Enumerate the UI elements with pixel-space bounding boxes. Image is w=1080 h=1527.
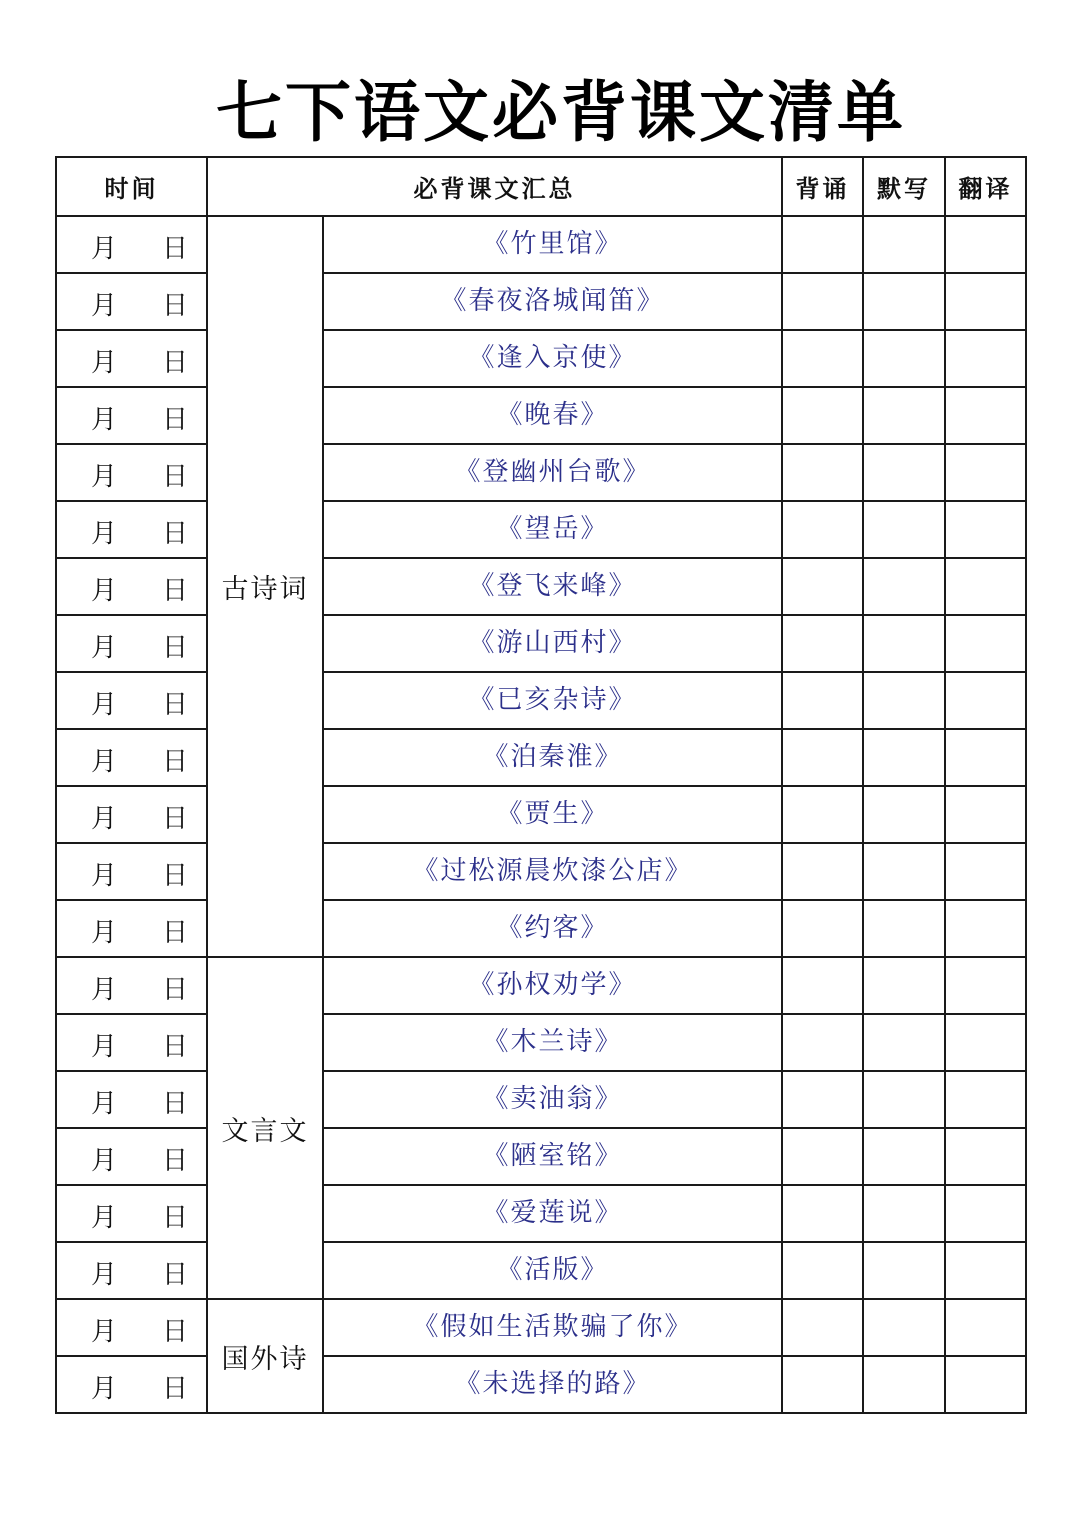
translate-checkbox-cell[interactable] bbox=[945, 558, 1026, 615]
month-label: 月 bbox=[91, 348, 118, 378]
date-cell bbox=[56, 729, 207, 786]
date-cell bbox=[56, 216, 207, 273]
text-title: 《竹里馆》 bbox=[323, 216, 782, 273]
month-label: 月 bbox=[91, 1260, 118, 1290]
dictation-checkbox-cell[interactable] bbox=[863, 1014, 945, 1071]
day-label: 日 bbox=[161, 576, 188, 606]
recite-checkbox-cell[interactable] bbox=[782, 387, 863, 444]
translate-checkbox-cell[interactable] bbox=[945, 1299, 1026, 1356]
translate-checkbox-cell[interactable] bbox=[945, 786, 1026, 843]
text-title: 《未选择的路》 bbox=[323, 1356, 782, 1413]
month-label: 月 bbox=[91, 1203, 118, 1233]
header-row bbox=[56, 157, 1026, 216]
text-title: 《木兰诗》 bbox=[323, 1014, 782, 1071]
dictation-checkbox-cell[interactable] bbox=[863, 501, 945, 558]
date-cell bbox=[56, 1299, 207, 1356]
day-label: 日 bbox=[161, 1146, 188, 1176]
recite-checkbox-cell[interactable] bbox=[782, 444, 863, 501]
date-cell bbox=[56, 615, 207, 672]
day-label: 日 bbox=[161, 1374, 188, 1404]
month-label: 月 bbox=[91, 1146, 118, 1176]
dictation-checkbox-cell[interactable] bbox=[863, 1242, 945, 1299]
day-label: 日 bbox=[161, 348, 188, 378]
date-cell bbox=[56, 558, 207, 615]
translate-checkbox-cell[interactable] bbox=[945, 273, 1026, 330]
month-label: 月 bbox=[91, 234, 118, 264]
translate-checkbox-cell[interactable] bbox=[945, 1128, 1026, 1185]
translate-checkbox-cell[interactable] bbox=[945, 957, 1026, 1014]
table-row bbox=[56, 1242, 1026, 1299]
recite-checkbox-cell[interactable] bbox=[782, 957, 863, 1014]
date-cell bbox=[56, 843, 207, 900]
day-label: 日 bbox=[161, 747, 188, 777]
date-cell bbox=[56, 1356, 207, 1413]
dictation-checkbox-cell[interactable] bbox=[863, 216, 945, 273]
recite-checkbox-cell[interactable] bbox=[782, 216, 863, 273]
date-cell bbox=[56, 330, 207, 387]
month-label: 月 bbox=[91, 633, 118, 663]
text-title: 《逢入京使》 bbox=[323, 330, 782, 387]
month-label: 月 bbox=[91, 804, 118, 834]
table-row bbox=[56, 1014, 1026, 1071]
recite-checkbox-cell[interactable] bbox=[782, 1242, 863, 1299]
recite-checkbox-cell[interactable] bbox=[782, 1128, 863, 1185]
table-row bbox=[56, 957, 1026, 1014]
translate-checkbox-cell[interactable] bbox=[945, 672, 1026, 729]
day-label: 日 bbox=[161, 462, 188, 492]
table-row bbox=[56, 387, 1026, 444]
recite-checkbox-cell[interactable] bbox=[782, 615, 863, 672]
day-label: 日 bbox=[161, 291, 188, 321]
month-label: 月 bbox=[91, 747, 118, 777]
table-row bbox=[56, 729, 1026, 786]
table-row bbox=[56, 1185, 1026, 1242]
text-title: 《登飞来峰》 bbox=[323, 558, 782, 615]
dictation-checkbox-cell[interactable] bbox=[863, 1128, 945, 1185]
table-row bbox=[56, 1356, 1026, 1413]
translate-checkbox-cell[interactable] bbox=[945, 501, 1026, 558]
text-title: 《已亥杂诗》 bbox=[323, 672, 782, 729]
table-row bbox=[56, 672, 1026, 729]
recite-checkbox-cell[interactable] bbox=[782, 1071, 863, 1128]
date-cell bbox=[56, 957, 207, 1014]
text-title: 《贾生》 bbox=[323, 786, 782, 843]
translate-checkbox-cell[interactable] bbox=[945, 1242, 1026, 1299]
dictation-checkbox-cell[interactable] bbox=[863, 330, 945, 387]
table-row bbox=[56, 1128, 1026, 1185]
day-label: 日 bbox=[161, 975, 188, 1005]
month-label: 月 bbox=[91, 576, 118, 606]
recite-checkbox-cell[interactable] bbox=[782, 900, 863, 957]
recite-checkbox-cell[interactable] bbox=[782, 330, 863, 387]
dictation-checkbox-cell[interactable] bbox=[863, 387, 945, 444]
translate-checkbox-cell[interactable] bbox=[945, 444, 1026, 501]
translate-checkbox-cell[interactable] bbox=[945, 615, 1026, 672]
month-label: 月 bbox=[91, 462, 118, 492]
dictation-checkbox-cell[interactable] bbox=[863, 615, 945, 672]
dictation-checkbox-cell[interactable] bbox=[863, 273, 945, 330]
month-label: 月 bbox=[91, 1374, 118, 1404]
dictation-checkbox-cell[interactable] bbox=[863, 1185, 945, 1242]
date-cell bbox=[56, 1014, 207, 1071]
dictation-checkbox-cell[interactable] bbox=[863, 900, 945, 957]
text-title: 《泊秦淮》 bbox=[323, 729, 782, 786]
dictation-checkbox-cell[interactable] bbox=[863, 558, 945, 615]
recite-checkbox-cell[interactable] bbox=[782, 843, 863, 900]
text-title: 《游山西村》 bbox=[323, 615, 782, 672]
table-row bbox=[56, 786, 1026, 843]
translate-checkbox-cell[interactable] bbox=[945, 387, 1026, 444]
table-row bbox=[56, 615, 1026, 672]
dictation-checkbox-cell[interactable] bbox=[863, 729, 945, 786]
day-label: 日 bbox=[161, 918, 188, 948]
translate-checkbox-cell[interactable] bbox=[945, 1014, 1026, 1071]
month-label: 月 bbox=[91, 405, 118, 435]
date-cell bbox=[56, 786, 207, 843]
category-poetry: 古诗词 bbox=[207, 216, 323, 957]
translate-checkbox-cell[interactable] bbox=[945, 330, 1026, 387]
text-title: 《过松源晨炊漆公店》 bbox=[323, 843, 782, 900]
translate-checkbox-cell[interactable] bbox=[945, 900, 1026, 957]
text-title: 《卖油翁》 bbox=[323, 1071, 782, 1128]
month-label: 月 bbox=[91, 291, 118, 321]
translate-checkbox-cell[interactable] bbox=[945, 843, 1026, 900]
recite-checkbox-cell[interactable] bbox=[782, 1356, 863, 1413]
text-title: 《假如生活欺骗了你》 bbox=[323, 1299, 782, 1356]
day-label: 日 bbox=[161, 861, 188, 891]
dictation-checkbox-cell[interactable] bbox=[863, 957, 945, 1014]
date-cell bbox=[56, 900, 207, 957]
date-cell bbox=[56, 501, 207, 558]
recitation-checklist-table bbox=[55, 156, 1027, 1414]
dictation-checkbox-cell[interactable] bbox=[863, 843, 945, 900]
month-label: 月 bbox=[91, 975, 118, 1005]
table-row bbox=[56, 843, 1026, 900]
dictation-checkbox-cell[interactable] bbox=[863, 672, 945, 729]
header-dictation: 默写 bbox=[863, 157, 945, 216]
recite-checkbox-cell[interactable] bbox=[782, 672, 863, 729]
header-summary: 必背课文汇总 bbox=[207, 157, 782, 216]
text-title: 《登幽州台歌》 bbox=[323, 444, 782, 501]
date-cell bbox=[56, 1128, 207, 1185]
recite-checkbox-cell[interactable] bbox=[782, 1185, 863, 1242]
dictation-checkbox-cell[interactable] bbox=[863, 444, 945, 501]
translate-checkbox-cell[interactable] bbox=[945, 216, 1026, 273]
translate-checkbox-cell[interactable] bbox=[945, 729, 1026, 786]
translate-checkbox-cell[interactable] bbox=[945, 1071, 1026, 1128]
day-label: 日 bbox=[161, 804, 188, 834]
date-cell bbox=[56, 1071, 207, 1128]
table-row bbox=[56, 1299, 1026, 1356]
table-row bbox=[56, 900, 1026, 957]
dictation-checkbox-cell[interactable] bbox=[863, 786, 945, 843]
text-title: 《陋室铭》 bbox=[323, 1128, 782, 1185]
header-recite: 背诵 bbox=[782, 157, 863, 216]
translate-checkbox-cell[interactable] bbox=[945, 1185, 1026, 1242]
table-row bbox=[56, 216, 1026, 273]
date-cell bbox=[56, 1185, 207, 1242]
category-foreign: 国外诗 bbox=[207, 1299, 323, 1413]
text-title: 《活版》 bbox=[323, 1242, 782, 1299]
month-label: 月 bbox=[91, 1317, 118, 1347]
month-label: 月 bbox=[91, 1089, 118, 1119]
day-label: 日 bbox=[161, 1032, 188, 1062]
text-title: 《孙权劝学》 bbox=[323, 957, 782, 1014]
recite-checkbox-cell[interactable] bbox=[782, 729, 863, 786]
recite-checkbox-cell[interactable] bbox=[782, 273, 863, 330]
recite-checkbox-cell[interactable] bbox=[782, 786, 863, 843]
date-cell bbox=[56, 387, 207, 444]
month-label: 月 bbox=[91, 690, 118, 720]
month-label: 月 bbox=[91, 519, 118, 549]
date-cell bbox=[56, 672, 207, 729]
translate-checkbox-cell[interactable] bbox=[945, 1356, 1026, 1413]
table-body bbox=[56, 216, 1026, 1413]
page-title: 七下语文必背课文清单 bbox=[216, 74, 906, 151]
day-label: 日 bbox=[161, 1317, 188, 1347]
text-title: 《爱莲说》 bbox=[323, 1185, 782, 1242]
month-label: 月 bbox=[91, 1032, 118, 1062]
dictation-checkbox-cell[interactable] bbox=[863, 1356, 945, 1413]
table-row bbox=[56, 501, 1026, 558]
day-label: 日 bbox=[161, 1089, 188, 1119]
recite-checkbox-cell[interactable] bbox=[782, 1014, 863, 1071]
table-row bbox=[56, 330, 1026, 387]
text-title: 《晚春》 bbox=[323, 387, 782, 444]
day-label: 日 bbox=[161, 633, 188, 663]
month-label: 月 bbox=[91, 861, 118, 891]
table-row bbox=[56, 444, 1026, 501]
month-label: 月 bbox=[91, 918, 118, 948]
text-title: 《望岳》 bbox=[323, 501, 782, 558]
recite-checkbox-cell[interactable] bbox=[782, 501, 863, 558]
day-label: 日 bbox=[161, 690, 188, 720]
day-label: 日 bbox=[161, 519, 188, 549]
dictation-checkbox-cell[interactable] bbox=[863, 1299, 945, 1356]
table-row bbox=[56, 1071, 1026, 1128]
table-row bbox=[56, 273, 1026, 330]
recite-checkbox-cell[interactable] bbox=[782, 1299, 863, 1356]
header-time: 时间 bbox=[56, 157, 207, 216]
text-title: 《约客》 bbox=[323, 900, 782, 957]
text-title: 《春夜洛城闻笛》 bbox=[323, 273, 782, 330]
date-cell bbox=[56, 444, 207, 501]
day-label: 日 bbox=[161, 1203, 188, 1233]
recite-checkbox-cell[interactable] bbox=[782, 558, 863, 615]
date-cell bbox=[56, 273, 207, 330]
day-label: 日 bbox=[161, 234, 188, 264]
date-cell bbox=[56, 1242, 207, 1299]
header-translate: 翻译 bbox=[945, 157, 1026, 216]
dictation-checkbox-cell[interactable] bbox=[863, 1071, 945, 1128]
day-label: 日 bbox=[161, 405, 188, 435]
day-label: 日 bbox=[161, 1260, 188, 1290]
category-classical: 文言文 bbox=[207, 957, 323, 1299]
table-row bbox=[56, 558, 1026, 615]
